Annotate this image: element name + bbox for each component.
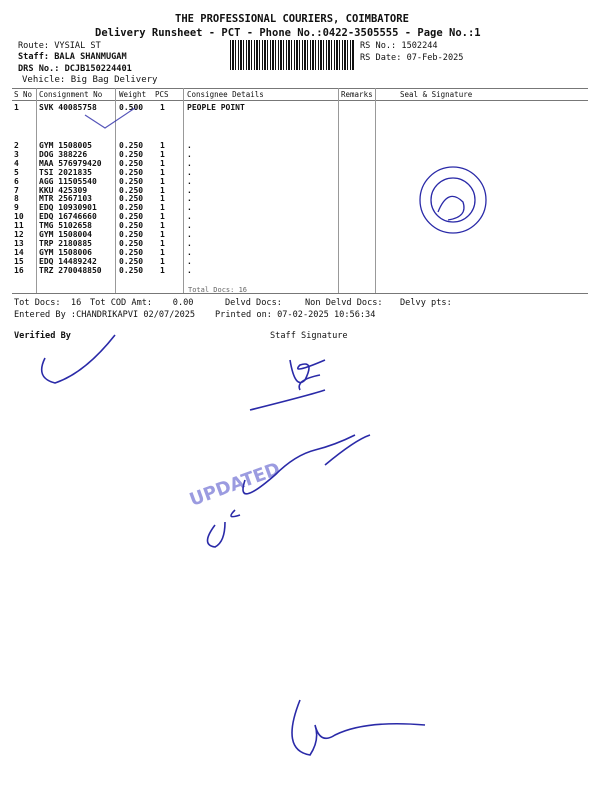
non-delvd-docs: Non Delvd Docs: (305, 298, 383, 308)
cell-cno: KKU 425309 (39, 185, 88, 195)
cell-cno: GYM 1508005 (39, 141, 92, 150)
cell-details: . (187, 149, 192, 159)
cell-cno: MTR 2567103 (39, 194, 92, 204)
cell-pcs: 1 (160, 194, 165, 204)
seal-stamp (420, 167, 486, 233)
cell-wt: 0.250 (119, 194, 144, 204)
tot-cod: Tot COD Amt: 0.00 (90, 298, 194, 308)
cell-sno: 7 (14, 185, 19, 195)
cell-details: . (187, 185, 192, 195)
cell-pcs: 1 (160, 221, 165, 231)
cell-details: . (187, 247, 192, 257)
cell-wt: 0.250 (119, 158, 144, 168)
cell-cno: DOG 388226 (39, 149, 88, 159)
cell-cno: GYM 1508006 (39, 247, 92, 257)
cell-details: . (187, 158, 192, 168)
col-remarks: Remarks (341, 90, 373, 99)
cell-pcs: 1 (160, 203, 165, 213)
cell-wt: 0.250 (119, 167, 144, 177)
partial-seal-stamp (85, 108, 135, 128)
cell-wt: 0.250 (119, 238, 144, 248)
cell-wt: 0.250 (119, 265, 144, 275)
cell-pcs: 1 (160, 176, 165, 186)
cell-pcs: 1 (160, 247, 165, 257)
rs-date: RS Date: 07-Feb-2025 (360, 53, 464, 63)
cell-cno: EDQ 10930901 (39, 203, 97, 213)
cell-sno: 1 (14, 103, 19, 112)
cell-pcs: 1 (160, 238, 165, 248)
staff-signature (250, 360, 325, 410)
cell-pcs: 1 (160, 158, 165, 168)
cell-details: . (187, 212, 192, 222)
cell-cno: EDQ 16746660 (39, 212, 97, 222)
staff: Staff: BALA SHANMUGAM (18, 52, 127, 62)
cell-cno: GYM 1508004 (39, 230, 92, 239)
col-seal: Seal & Signature (400, 90, 473, 99)
cell-wt: 0.250 (119, 230, 144, 239)
route: Route: VYSIAL ST (18, 41, 101, 51)
cell-pcs: 1 (160, 212, 165, 222)
cell-details: . (187, 230, 192, 239)
cell-details: . (187, 265, 192, 275)
cell-wt: 0.250 (119, 203, 144, 213)
cell-sno: 16 (14, 265, 24, 275)
col-sno: S No (14, 90, 33, 99)
rs-number: RS No.: 1502244 (360, 41, 438, 51)
cell-details: . (187, 141, 192, 150)
cell-wt: 0.250 (119, 221, 144, 231)
col-consignment: Consignment No (39, 90, 103, 99)
tot-docs: Tot Docs: 16 (14, 298, 82, 308)
cell-sno: 12 (14, 230, 24, 239)
cell-wt: 0.500 (119, 103, 144, 112)
cell-cno: SVK 40085758 (39, 103, 97, 112)
runsheet-subtitle: Delivery Runsheet - PCT - Phone No.:0422-3505555 - Page No.:1 (95, 27, 481, 39)
cell-details: . (187, 167, 192, 177)
col-consignee: Consignee Details (187, 90, 264, 99)
cell-pcs: 1 (160, 103, 165, 112)
cell-wt: 0.250 (119, 176, 144, 186)
cell-pcs: 1 (160, 167, 165, 177)
cell-pcs: 1 (160, 230, 165, 239)
cell-sno: 9 (14, 203, 19, 213)
cell-wt: 0.250 (119, 185, 144, 195)
cell-pcs: 1 (160, 185, 165, 195)
cell-sno: 2 (14, 141, 19, 150)
cell-sno: 6 (14, 176, 19, 186)
vehicle: Vehicle: Big Bag Delivery (22, 75, 158, 85)
cell-details: . (187, 256, 192, 266)
cell-sno: 8 (14, 194, 19, 204)
staff-signature-label: Staff Signature (270, 331, 348, 341)
cell-sno: 13 (14, 238, 24, 248)
cell-cno: TRP 2180885 (39, 238, 92, 248)
cell-wt: 0.250 (119, 141, 144, 150)
entered-by: Entered By :CHANDRIKAPVI 02/07/2025 (14, 310, 196, 320)
cell-cno: TSI 2021835 (39, 167, 92, 177)
delvy-pts: Delvy pts: (400, 298, 452, 308)
cell-cno: TRZ 270048850 (39, 265, 102, 275)
cell-sno: 14 (14, 247, 24, 257)
cell-sno: 4 (14, 158, 19, 168)
cell-sno: 15 (14, 256, 24, 266)
col-weight: Weight (119, 90, 147, 99)
cell-sno: 5 (14, 167, 19, 177)
cell-details: PEOPLE POINT (187, 103, 245, 112)
verified-signature (42, 335, 115, 383)
printed-on: Printed on: 07-02-2025 10:56:34 (215, 310, 376, 320)
verified-by: Verified By (14, 331, 71, 341)
cell-pcs: 1 (160, 141, 165, 150)
cell-pcs: 1 (160, 256, 165, 266)
cell-pcs: 1 (160, 149, 165, 159)
cell-wt: 0.250 (119, 149, 144, 159)
cell-wt: 0.250 (119, 247, 144, 257)
cell-cno: AGG 11505540 (39, 176, 97, 186)
drs-number: DRS No.: DCJB150224401 (18, 64, 132, 74)
total-docs-note: Total Docs: 16 (188, 286, 248, 294)
cell-cno: EDQ 14489242 (39, 256, 97, 266)
cell-pcs: 1 (160, 265, 165, 275)
cell-details: . (187, 194, 192, 204)
delvd-docs: Delvd Docs: (225, 298, 282, 308)
cell-details: . (187, 203, 192, 213)
cell-sno: 10 (14, 212, 24, 222)
cell-wt: 0.250 (119, 256, 144, 266)
cell-cno: TMG 5102658 (39, 221, 92, 231)
company-name: THE PROFESSIONAL COURIERS, COIMBATORE (175, 13, 409, 25)
cell-sno: 3 (14, 149, 19, 159)
cell-details: . (187, 238, 192, 248)
col-pcs: PCS (155, 90, 169, 99)
bottom-signature (292, 700, 425, 755)
updated-stamp: UPDATED (186, 458, 284, 511)
cell-sno: 11 (14, 221, 24, 231)
cell-cno: MAA 576979420 (39, 158, 102, 168)
cell-details: . (187, 176, 192, 186)
cell-wt: 0.250 (119, 212, 144, 222)
cell-details: . (187, 221, 192, 231)
